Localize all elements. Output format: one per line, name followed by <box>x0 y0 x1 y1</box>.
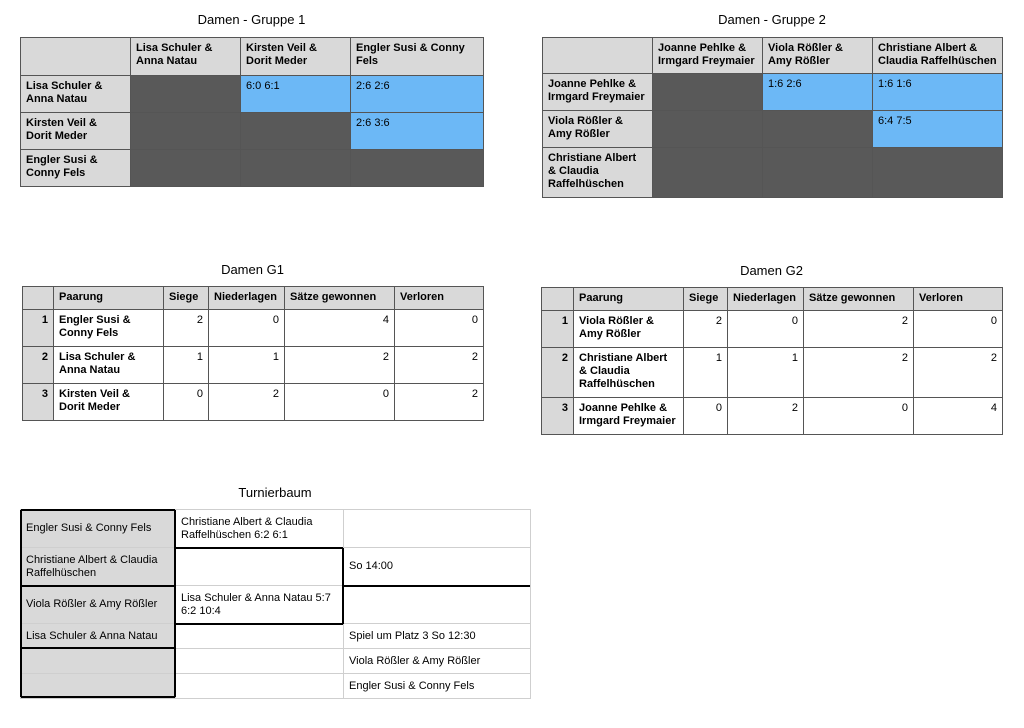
final-time: So 14:00 <box>344 548 531 586</box>
group2-cell: 6:4 7:5 <box>873 111 1003 148</box>
bracket-empty <box>344 586 531 624</box>
group1-cell: 2:6 3:6 <box>351 113 484 150</box>
table-row <box>23 384 484 421</box>
standings1-header: Sätze gewonnen <box>285 287 395 310</box>
rank-cell: 1 <box>23 310 54 347</box>
group1-cell <box>131 76 241 113</box>
rank-cell: 3 <box>542 398 574 435</box>
verloren-cell: 0 <box>395 310 484 347</box>
rank-cell: 1 <box>542 311 574 348</box>
niederlagen-cell: 2 <box>209 384 285 421</box>
gewonnen-cell: 2 <box>285 347 395 384</box>
group1-title: Damen - Gruppe 1 <box>197 12 306 27</box>
bracket-team: Engler Susi & Conny Fels <box>21 510 176 548</box>
group2-col-header: Viola Rößler & Amy Rößler <box>763 38 873 74</box>
siege-cell: 1 <box>164 347 209 384</box>
bracket-team <box>21 649 176 674</box>
gewonnen-cell: 4 <box>285 310 395 347</box>
group2-title: Damen - Gruppe 2 <box>718 12 826 27</box>
verloren-cell: 2 <box>395 347 484 384</box>
semi1-result: Christiane Albert & Claudia Raffelhüschen 6:2 6:1 <box>176 510 344 548</box>
table-row <box>542 398 1003 435</box>
group2-cell <box>653 74 763 111</box>
niederlagen-cell: 1 <box>728 348 804 398</box>
siege-cell: 2 <box>164 310 209 347</box>
group2-row-header: Christiane Albert & Claudia Raffelhüschen <box>543 148 653 198</box>
group1-cell <box>351 150 484 187</box>
bracket-team: Lisa Schuler & Anna Natau <box>21 624 176 649</box>
standings2-header: Niederlagen <box>728 288 804 311</box>
group2-cell <box>873 148 1003 198</box>
siege-cell: 0 <box>684 398 728 435</box>
bracket-team: Viola Rößler & Amy Rößler <box>21 586 176 624</box>
bracket-title: Turnierbaum <box>238 485 312 500</box>
group2-cell <box>653 148 763 198</box>
semi2-result: Lisa Schuler & Anna Natau 5:7 6:2 10:4 <box>176 586 344 624</box>
group1-row-header: Kirsten Veil & Dorit Meder <box>21 113 131 150</box>
pair-cell: Christiane Albert & Claudia Raffelhüschen <box>574 348 684 398</box>
standings2-table <box>541 287 1003 435</box>
group2-corner <box>543 38 653 74</box>
standings2-title: Damen G2 <box>740 263 803 278</box>
third-place-team: Viola Rößler & Amy Rößler <box>344 649 531 674</box>
group1-cell: 6:0 6:1 <box>241 76 351 113</box>
standings1-title: Damen G1 <box>221 262 284 277</box>
group1-cell <box>131 113 241 150</box>
pair-cell: Joanne Pehlke & Irmgard Freymaier <box>574 398 684 435</box>
bracket-table <box>20 509 531 699</box>
standings1-header: Paarung <box>54 287 164 310</box>
pair-cell: Viola Rößler & Amy Rößler <box>574 311 684 348</box>
bracket-empty <box>176 624 344 649</box>
group1-col-header: Kirsten Veil & Dorit Meder <box>241 38 351 76</box>
group2-table <box>542 37 1003 198</box>
gewonnen-cell: 0 <box>285 384 395 421</box>
table-row <box>542 311 1003 348</box>
group2-col-header: Joanne Pehlke & Irmgard Freymaier <box>653 38 763 74</box>
bracket-empty <box>176 548 344 586</box>
group2-col-header: Christiane Albert & Claudia Raffelhüschen <box>873 38 1003 74</box>
standings2-header: Siege <box>684 288 728 311</box>
standings2-header: Sätze gewonnen <box>804 288 914 311</box>
group1-corner <box>21 38 131 76</box>
verloren-cell: 2 <box>395 384 484 421</box>
siege-cell: 2 <box>684 311 728 348</box>
verloren-cell: 0 <box>914 311 1003 348</box>
verloren-cell: 4 <box>914 398 1003 435</box>
group2-cell <box>763 111 873 148</box>
standings1-header <box>23 287 54 310</box>
bracket-section <box>20 485 530 700</box>
pair-cell: Engler Susi & Conny Fels <box>54 310 164 347</box>
bracket-team: Christiane Albert & Claudia Raffelhüschen <box>21 548 176 586</box>
group1-row-header: Engler Susi & Conny Fels <box>21 150 131 187</box>
group2-row-header: Viola Rößler & Amy Rößler <box>543 111 653 148</box>
table-row <box>23 347 484 384</box>
niederlagen-cell: 0 <box>209 310 285 347</box>
pair-cell: Kirsten Veil & Dorit Meder <box>54 384 164 421</box>
pair-cell: Lisa Schuler & Anna Natau <box>54 347 164 384</box>
table-row <box>23 310 484 347</box>
bracket-empty <box>176 674 344 699</box>
group1-col-header: Engler Susi & Conny Fels <box>351 38 484 76</box>
niederlagen-cell: 0 <box>728 311 804 348</box>
group2-cell <box>763 148 873 198</box>
group1-cell <box>131 150 241 187</box>
bracket-empty <box>176 649 344 674</box>
group2-cell: 1:6 1:6 <box>873 74 1003 111</box>
group2-cell <box>653 111 763 148</box>
third-place-team: Engler Susi & Conny Fels <box>344 674 531 699</box>
bracket-empty <box>344 510 531 548</box>
group1-cell: 2:6 2:6 <box>351 76 484 113</box>
standings1-header: Verloren <box>395 287 484 310</box>
group1-table <box>20 37 484 187</box>
gewonnen-cell: 2 <box>804 311 914 348</box>
verloren-cell: 2 <box>914 348 1003 398</box>
third-place-label: Spiel um Platz 3 So 12:30 <box>344 624 531 649</box>
niederlagen-cell: 1 <box>209 347 285 384</box>
siege-cell: 1 <box>684 348 728 398</box>
siege-cell: 0 <box>164 384 209 421</box>
rank-cell: 3 <box>23 384 54 421</box>
rank-cell: 2 <box>23 347 54 384</box>
standings1-table <box>22 286 484 421</box>
standings2-header: Verloren <box>914 288 1003 311</box>
group1-cell <box>241 113 351 150</box>
bracket-team <box>21 674 176 699</box>
standings1-header: Niederlagen <box>209 287 285 310</box>
group1-cell <box>241 150 351 187</box>
gewonnen-cell: 2 <box>804 348 914 398</box>
group2-row-header: Joanne Pehlke & Irmgard Freymaier <box>543 74 653 111</box>
group1-col-header: Lisa Schuler & Anna Natau <box>131 38 241 76</box>
table-row <box>542 348 1003 398</box>
gewonnen-cell: 0 <box>804 398 914 435</box>
standings1-header: Siege <box>164 287 209 310</box>
standings2-header: Paarung <box>574 288 684 311</box>
group1-row-header: Lisa Schuler & Anna Natau <box>21 76 131 113</box>
rank-cell: 2 <box>542 348 574 398</box>
standings2-header <box>542 288 574 311</box>
group2-cell: 1:6 2:6 <box>763 74 873 111</box>
niederlagen-cell: 2 <box>728 398 804 435</box>
